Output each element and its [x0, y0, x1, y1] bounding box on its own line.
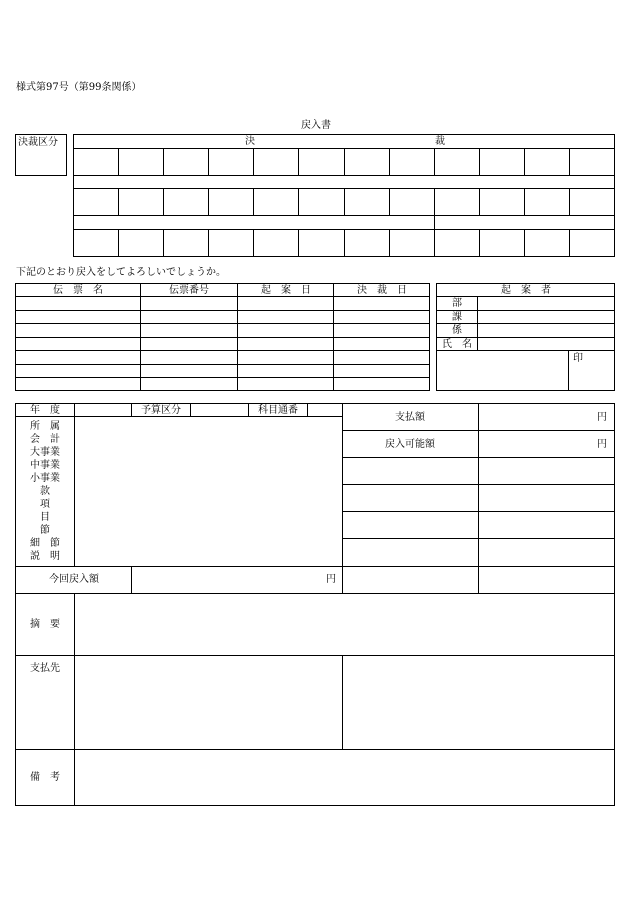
voucher-header-name: 伝 票 名 [53, 285, 103, 296]
budget-col-line [478, 403, 479, 593]
drafter-label-dept: 部 [452, 298, 462, 309]
budget-row-line [15, 749, 615, 750]
category-label-7: 目 [40, 512, 50, 523]
drafter-col-line [568, 350, 569, 390]
year-label: 年 度 [30, 405, 60, 416]
drafter-label-unit: 係 [452, 325, 462, 336]
budget-col-line [342, 655, 343, 749]
approval-col-line [434, 188, 435, 215]
category-label-10: 説 明 [30, 551, 60, 562]
approval-col-line [569, 229, 570, 257]
voucher-row-line [15, 296, 429, 297]
budget-col-line [131, 566, 132, 593]
account-number-label: 科目通番 [258, 405, 298, 416]
approval-col-line [163, 188, 164, 215]
approval-col-line [118, 188, 119, 215]
approval-col-line [298, 188, 299, 215]
approval-header-right: 裁 [435, 136, 445, 147]
budget-col-line [74, 403, 75, 416]
budget-col-line [248, 403, 249, 416]
approval-header-left: 決 [245, 136, 255, 147]
budget-col-line [131, 403, 132, 416]
approval-col-line [569, 148, 570, 175]
approval-row-line [73, 215, 614, 216]
payment-yen: 円 [597, 412, 607, 423]
approval-col-line [434, 215, 435, 229]
current-refund-yen: 円 [326, 574, 336, 585]
drafter-row-line [436, 310, 614, 311]
approval-col-line [344, 148, 345, 175]
budget-row-line [342, 457, 615, 458]
budget-col-line [74, 593, 75, 805]
approval-col-line [434, 229, 435, 257]
budget-row-line [15, 593, 615, 594]
category-label-5: 款 [40, 486, 50, 497]
voucher-row-line [15, 350, 429, 351]
budget-row-line [15, 566, 615, 567]
approval-col-line [298, 229, 299, 257]
approval-col-line [118, 229, 119, 257]
remarks-label: 備 考 [30, 772, 60, 783]
category-label-4: 小事業 [30, 473, 60, 484]
budget-row-line [342, 430, 615, 431]
approval-col-line [479, 188, 480, 215]
drafter-header: 起 案 者 [501, 285, 551, 296]
drafter-col-line [477, 296, 478, 350]
approval-col-line [253, 188, 254, 215]
voucher-row-line [15, 323, 429, 324]
budget-row-line [15, 655, 615, 656]
budget-row-line [15, 416, 342, 417]
category-label-2: 大事業 [30, 447, 60, 458]
form-number: 様式第97号（第99条関係） [16, 82, 142, 93]
voucher-row-line [15, 377, 429, 378]
budget-col-line [307, 403, 308, 416]
approval-col-line [163, 229, 164, 257]
budget-row-line [342, 511, 615, 512]
drafter-label-section: 課 [452, 312, 462, 323]
refundable-amount-label: 戻入可能額 [385, 439, 435, 450]
voucher-row-line [15, 364, 429, 365]
approval-col-line [344, 229, 345, 257]
refundable-yen: 円 [597, 439, 607, 450]
voucher-header-decision-date: 決 裁 日 [357, 285, 407, 296]
page-title: 戻入書 [301, 120, 331, 131]
payee-label: 支払先 [30, 663, 60, 674]
voucher-row-line [15, 337, 429, 338]
drafter-row-line [436, 323, 614, 324]
approval-col-line [344, 188, 345, 215]
approval-col-line [253, 229, 254, 257]
approval-col-line [163, 148, 164, 175]
approval-col-line [298, 148, 299, 175]
approval-col-line [389, 229, 390, 257]
category-label-9: 細 節 [30, 538, 60, 549]
budget-col-line [342, 403, 343, 593]
approval-col-line [434, 148, 435, 175]
approval-col-line [389, 188, 390, 215]
voucher-header-draft-date: 起 案 日 [261, 285, 311, 296]
approval-col-line [208, 229, 209, 257]
payment-amount-label: 支払額 [395, 412, 425, 423]
category-label-3: 中事業 [30, 460, 60, 471]
drafter-row-line [436, 296, 614, 297]
approval-class-label: 決裁区分 [18, 137, 58, 148]
budget-row-line [342, 538, 615, 539]
approval-col-line [389, 148, 390, 175]
approval-col-line [479, 229, 480, 257]
budget-col-line [190, 403, 191, 416]
seal-mark: 印 [573, 353, 583, 364]
category-label-8: 節 [40, 525, 50, 536]
budget-class-label: 予算区分 [141, 405, 181, 416]
approval-col-line [118, 148, 119, 175]
request-text: 下記のとおり戻入をしてよろしいでしょうか。 [16, 267, 226, 278]
approval-col-line [208, 148, 209, 175]
approval-col-line [479, 148, 480, 175]
voucher-header-number: 伝票番号 [169, 285, 209, 296]
category-label-6: 項 [40, 499, 50, 510]
drafter-label-name: 氏 名 [442, 339, 472, 350]
approval-col-line [524, 148, 525, 175]
budget-col-line [74, 416, 75, 566]
summary-label: 摘 要 [30, 619, 60, 630]
category-label-1: 会 計 [30, 434, 60, 445]
approval-col-line [524, 188, 525, 215]
approval-col-line [524, 229, 525, 257]
current-refund-label: 今回戻入額 [49, 574, 99, 585]
drafter-row-line [436, 337, 614, 338]
approval-row-line [73, 175, 614, 176]
budget-form[interactable] [15, 403, 615, 806]
budget-row-line [342, 484, 615, 485]
approval-col-line [569, 188, 570, 215]
approval-col-line [253, 148, 254, 175]
category-label-0: 所 属 [30, 421, 60, 432]
drafter-row-line [436, 350, 614, 351]
voucher-row-line [15, 310, 429, 311]
approval-col-line [208, 188, 209, 215]
